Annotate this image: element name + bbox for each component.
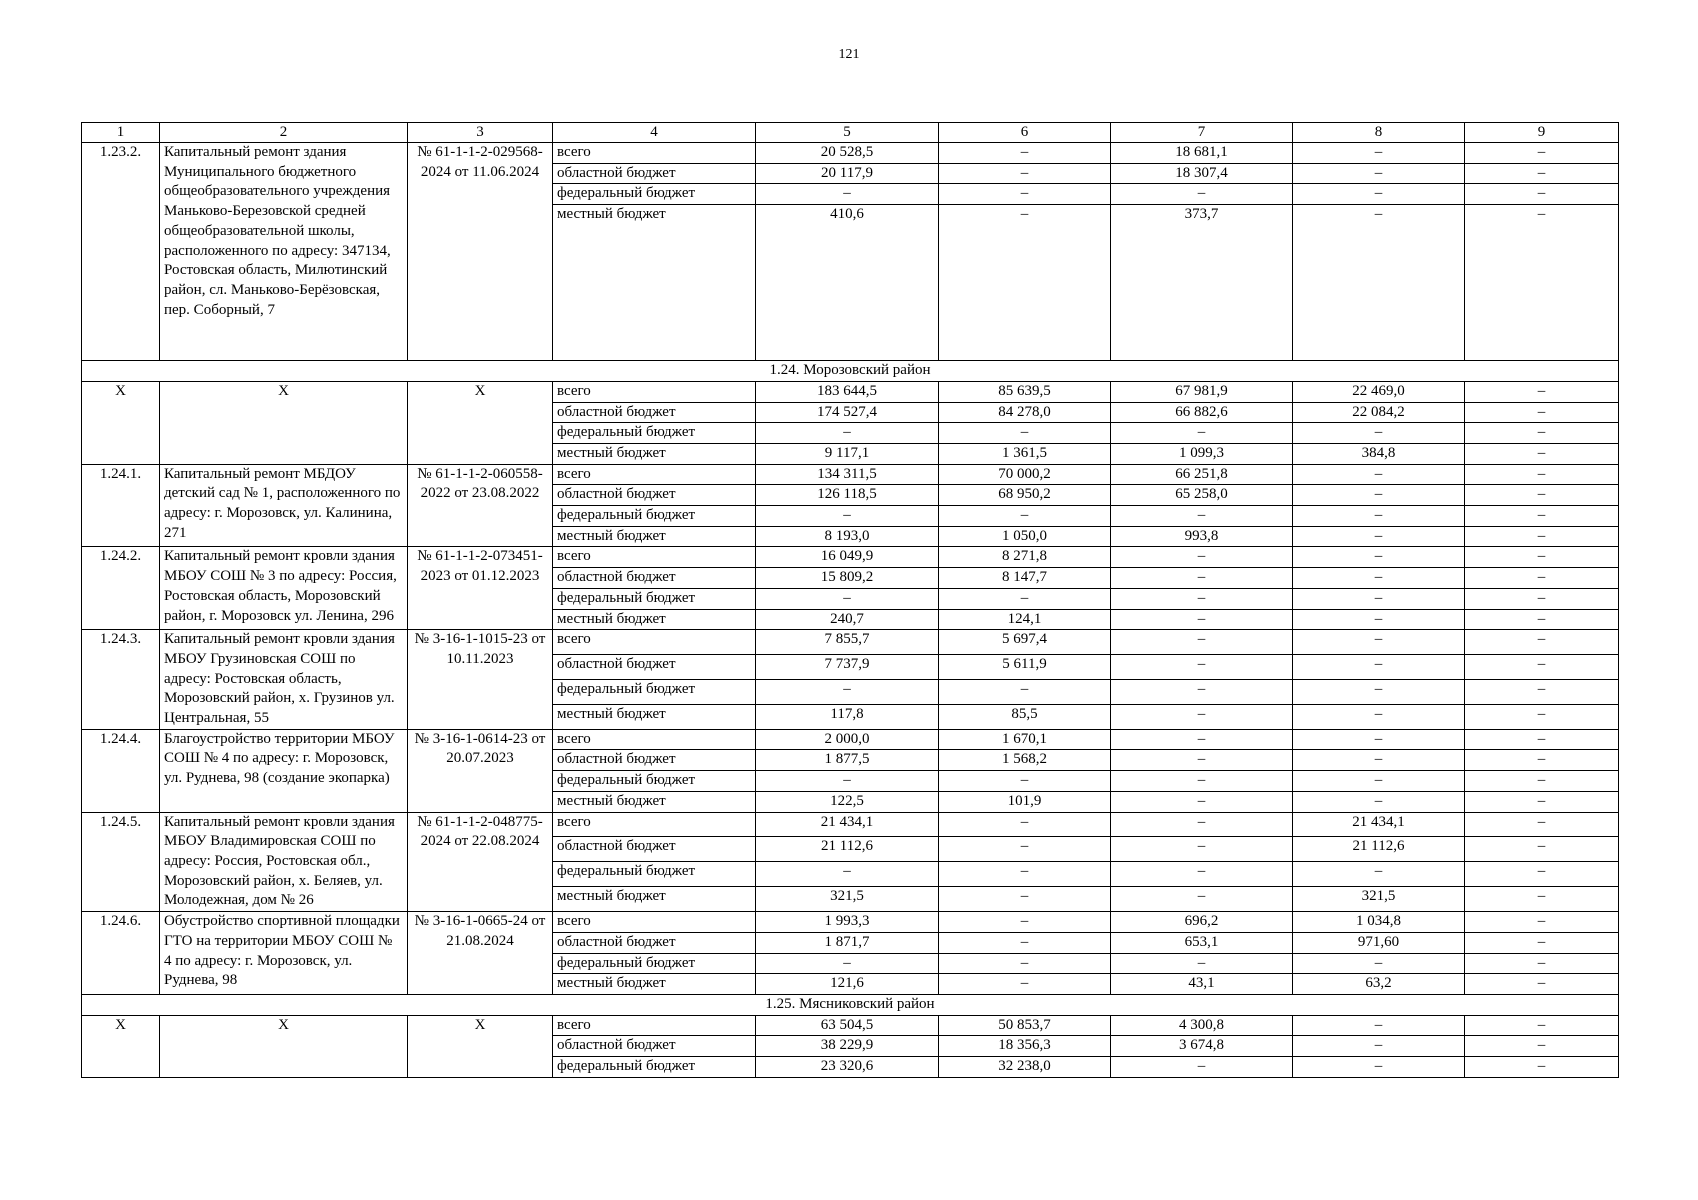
item-name: Капитальный ремонт кровли здания МБОУ Владимировская СОШ по адресу: Россия, Ростовская обл., Морозовский район, х. Беляев, ул. Молодежная, дом № 26 — [160, 812, 408, 912]
header-cell: 7 — [1111, 123, 1293, 143]
budget-source-label: всего — [553, 547, 756, 568]
amount-cell: – — [1293, 704, 1465, 729]
table-row — [82, 1015, 1619, 1036]
budget-source-label: федеральный бюджет — [553, 1057, 756, 1078]
item-number: 1.24.6. — [82, 912, 160, 995]
amount-cell: 971,60 — [1293, 932, 1465, 953]
budget-source-label: федеральный бюджет — [553, 506, 756, 527]
page-number: 121 — [838, 47, 860, 62]
amount-cell: 1 993,3 — [756, 912, 939, 933]
amount-cell: 21 112,6 — [756, 837, 939, 862]
table-row — [82, 729, 1619, 750]
amount-cell: 8 193,0 — [756, 526, 939, 547]
amount-cell: – — [1111, 750, 1293, 771]
amount-cell: – — [1111, 630, 1293, 655]
item-document: № 61-1-1-2-048775-2024 от 22.08.2024 — [408, 812, 553, 912]
amount-cell: – — [1293, 680, 1465, 705]
amount-cell: 18 307,4 — [1111, 163, 1293, 184]
amount-cell: – — [939, 588, 1111, 609]
amount-cell: – — [1465, 381, 1619, 402]
amount-cell: 384,8 — [1293, 443, 1465, 464]
amount-cell: – — [1465, 791, 1619, 812]
amount-cell: 1 871,7 — [756, 932, 939, 953]
amount-cell: 43,1 — [1111, 974, 1293, 995]
table-row — [82, 381, 1619, 402]
amount-cell: – — [1293, 729, 1465, 750]
item-number: 1.24.3. — [82, 630, 160, 730]
amount-cell: 9 117,1 — [756, 443, 939, 464]
amount-cell: – — [1111, 588, 1293, 609]
budget-source-label: всего — [553, 729, 756, 750]
amount-cell: – — [1111, 791, 1293, 812]
amount-cell: 7 737,9 — [756, 655, 939, 680]
header-cell: 6 — [939, 123, 1111, 143]
budget-source-label: местный бюджет — [553, 526, 756, 547]
item-document: № 3-16-1-0614-23 от 20.07.2023 — [408, 729, 553, 812]
amount-cell: – — [1293, 588, 1465, 609]
header-cell: 2 — [160, 123, 408, 143]
amount-cell: – — [939, 932, 1111, 953]
amount-cell: – — [1465, 729, 1619, 750]
table-row — [82, 912, 1619, 933]
amount-cell: 8 147,7 — [939, 568, 1111, 589]
section-title: 1.25. Мясниковский район — [82, 994, 1619, 1015]
item-name: Благоустройство территории МБОУ СОШ № 4 по адресу: г. Морозовск, ул. Руднева, 98 (создание экопарка) — [160, 729, 408, 812]
budget-source-label: федеральный бюджет — [553, 680, 756, 705]
amount-cell: 63 504,5 — [756, 1015, 939, 1036]
amount-cell: 23 320,6 — [756, 1057, 939, 1078]
amount-cell: – — [1465, 812, 1619, 837]
amount-cell: – — [939, 862, 1111, 887]
amount-cell: – — [1111, 729, 1293, 750]
amount-cell: 21 112,6 — [1293, 837, 1465, 862]
amount-cell: – — [1465, 974, 1619, 995]
amount-cell: – — [1111, 680, 1293, 705]
budget-source-label: областной бюджет — [553, 402, 756, 423]
amount-cell: 653,1 — [1111, 932, 1293, 953]
amount-cell: – — [1465, 953, 1619, 974]
amount-cell: 7 855,7 — [756, 630, 939, 655]
amount-cell: 70 000,2 — [939, 464, 1111, 485]
item-number: 1.24.2. — [82, 547, 160, 630]
item-name: Капитальный ремонт здания Муниципального бюджетного общеобразовательного учреждения Маньково-Березовской средней общеобразовательной школы, расположенного по адресу: 347134, Ростовская область, Милютинский район, сл. Маньково-Берёзовская, пер. Соборный, 7 — [160, 143, 408, 361]
item-number: 1.24.4. — [82, 729, 160, 812]
amount-cell: 134 311,5 — [756, 464, 939, 485]
header-cell: 1 — [82, 123, 160, 143]
amount-cell: – — [756, 862, 939, 887]
item-name: Капитальный ремонт кровли здания МБОУ СОШ № 3 по адресу: Россия, Ростовская область, Морозовский район, г. Морозовск ул. Ленина, 296 — [160, 547, 408, 630]
budget-source-label: всего — [553, 812, 756, 837]
budget-source-label: федеральный бюджет — [553, 862, 756, 887]
amount-cell: – — [939, 506, 1111, 527]
amount-cell: – — [939, 184, 1111, 205]
item-document: Х — [408, 381, 553, 464]
amount-cell: – — [1465, 609, 1619, 630]
amount-cell: 32 238,0 — [939, 1057, 1111, 1078]
item-document: № 3-16-1-1015-23 от 10.11.2023 — [408, 630, 553, 730]
amount-cell: 1 050,0 — [939, 526, 1111, 547]
amount-cell: – — [939, 205, 1111, 361]
amount-cell: 18 681,1 — [1111, 143, 1293, 164]
amount-cell: – — [756, 680, 939, 705]
item-name: Капитальный ремонт кровли здания МБОУ Грузиновская СОШ по адресу: Ростовская область, Морозовский район, х. Грузинов ул. Центральная, 55 — [160, 630, 408, 730]
amount-cell: – — [1293, 1036, 1465, 1057]
budget-source-label: областной бюджет — [553, 655, 756, 680]
budget-source-label: областной бюджет — [553, 568, 756, 589]
amount-cell: – — [939, 953, 1111, 974]
amount-cell: 1 568,2 — [939, 750, 1111, 771]
amount-cell: – — [1293, 630, 1465, 655]
amount-cell: – — [1465, 704, 1619, 729]
amount-cell: 1 361,5 — [939, 443, 1111, 464]
amount-cell: – — [1465, 464, 1619, 485]
amount-cell: 696,2 — [1111, 912, 1293, 933]
amount-cell: – — [939, 680, 1111, 705]
amount-cell: 2 000,0 — [756, 729, 939, 750]
amount-cell: 5 611,9 — [939, 655, 1111, 680]
section-row — [82, 994, 1619, 1015]
amount-cell: 122,5 — [756, 791, 939, 812]
amount-cell: 101,9 — [939, 791, 1111, 812]
amount-cell: – — [1293, 771, 1465, 792]
amount-cell: – — [1293, 862, 1465, 887]
budget-source-label: всего — [553, 1015, 756, 1036]
header-cell: 3 — [408, 123, 553, 143]
amount-cell: – — [1111, 547, 1293, 568]
budget-source-label: местный бюджет — [553, 974, 756, 995]
item-document: № 61-1-1-2-060558-2022 от 23.08.2022 — [408, 464, 553, 547]
item-document: № 61-1-1-2-029568-2024 от 11.06.2024 — [408, 143, 553, 361]
amount-cell: – — [1293, 1015, 1465, 1036]
budget-source-label: областной бюджет — [553, 1036, 756, 1057]
amount-cell: 240,7 — [756, 609, 939, 630]
amount-cell: – — [1111, 862, 1293, 887]
amount-cell: – — [1111, 184, 1293, 205]
amount-cell: – — [939, 887, 1111, 912]
budget-source-label: всего — [553, 630, 756, 655]
amount-cell: 67 981,9 — [1111, 381, 1293, 402]
table-row — [82, 143, 1619, 164]
amount-cell: 65 258,0 — [1111, 485, 1293, 506]
item-number: 1.23.2. — [82, 143, 160, 361]
amount-cell: – — [756, 953, 939, 974]
amount-cell: – — [1465, 506, 1619, 527]
amount-cell: 993,8 — [1111, 526, 1293, 547]
amount-cell: 85,5 — [939, 704, 1111, 729]
header-row — [82, 123, 1619, 143]
amount-cell: – — [1465, 485, 1619, 506]
table-row — [82, 812, 1619, 837]
amount-cell: – — [1465, 547, 1619, 568]
amount-cell: – — [1111, 655, 1293, 680]
budget-source-label: местный бюджет — [553, 887, 756, 912]
amount-cell: – — [756, 423, 939, 444]
amount-cell: 1 099,3 — [1111, 443, 1293, 464]
amount-cell: – — [939, 423, 1111, 444]
item-name: Х — [160, 381, 408, 464]
amount-cell: – — [1111, 506, 1293, 527]
amount-cell: – — [1293, 485, 1465, 506]
amount-cell: 22 084,2 — [1293, 402, 1465, 423]
amount-cell: – — [1465, 932, 1619, 953]
budget-source-label: всего — [553, 464, 756, 485]
budget-source-label: местный бюджет — [553, 704, 756, 729]
header-cell: 8 — [1293, 123, 1465, 143]
amount-cell: – — [1293, 568, 1465, 589]
amount-cell: 16 049,9 — [756, 547, 939, 568]
amount-cell: – — [1293, 506, 1465, 527]
budget-source-label: федеральный бюджет — [553, 953, 756, 974]
item-document: № 3-16-1-0665-24 от 21.08.2024 — [408, 912, 553, 995]
amount-cell: – — [1465, 837, 1619, 862]
amount-cell: – — [1111, 1057, 1293, 1078]
amount-cell: – — [1111, 609, 1293, 630]
header-cell: 4 — [553, 123, 756, 143]
item-document: № 61-1-1-2-073451-2023 от 01.12.2023 — [408, 547, 553, 630]
amount-cell: – — [1111, 568, 1293, 589]
amount-cell: – — [939, 812, 1111, 837]
item-number: Х — [82, 381, 160, 464]
amount-cell: – — [1111, 953, 1293, 974]
section-row — [82, 361, 1619, 382]
amount-cell: 5 697,4 — [939, 630, 1111, 655]
budget-source-label: областной бюджет — [553, 837, 756, 862]
amount-cell: 21 434,1 — [1293, 812, 1465, 837]
item-number: 1.24.5. — [82, 812, 160, 912]
amount-cell: – — [1465, 143, 1619, 164]
budget-source-label: федеральный бюджет — [553, 423, 756, 444]
amount-cell: – — [939, 837, 1111, 862]
amount-cell: – — [1293, 464, 1465, 485]
amount-cell: 321,5 — [756, 887, 939, 912]
item-name: Обустройство спортивной площадки ГТО на территории МБОУ СОШ № 4 по адресу: г. Морозовск, ул. Руднева, 98 — [160, 912, 408, 995]
amount-cell: – — [1465, 771, 1619, 792]
amount-cell: 124,1 — [939, 609, 1111, 630]
amount-cell: 38 229,9 — [756, 1036, 939, 1057]
item-document: Х — [408, 1015, 553, 1077]
amount-cell: – — [1293, 655, 1465, 680]
amount-cell: – — [1293, 184, 1465, 205]
amount-cell: 183 644,5 — [756, 381, 939, 402]
amount-cell: 1 670,1 — [939, 729, 1111, 750]
amount-cell: – — [1293, 205, 1465, 361]
amount-cell: – — [1465, 526, 1619, 547]
amount-cell: 117,8 — [756, 704, 939, 729]
budget-source-label: всего — [553, 143, 756, 164]
amount-cell: 1 034,8 — [1293, 912, 1465, 933]
amount-cell: – — [756, 588, 939, 609]
budget-source-label: местный бюджет — [553, 443, 756, 464]
budget-table — [81, 122, 1619, 1078]
amount-cell: – — [1111, 812, 1293, 837]
item-number: 1.24.1. — [82, 464, 160, 547]
amount-cell: 21 434,1 — [756, 812, 939, 837]
amount-cell: – — [1111, 837, 1293, 862]
amount-cell: – — [1465, 630, 1619, 655]
budget-source-label: федеральный бюджет — [553, 184, 756, 205]
item-name: Капитальный ремонт МБДОУ детский сад № 1, расположенного по адресу: г. Морозовск, ул. Калинина, 271 — [160, 464, 408, 547]
amount-cell: 1 877,5 — [756, 750, 939, 771]
amount-cell: – — [1465, 887, 1619, 912]
amount-cell: 18 356,3 — [939, 1036, 1111, 1057]
header-cell: 5 — [756, 123, 939, 143]
amount-cell: 84 278,0 — [939, 402, 1111, 423]
amount-cell: – — [939, 912, 1111, 933]
table-row — [82, 630, 1619, 655]
amount-cell: – — [1293, 609, 1465, 630]
amount-cell: 20 117,9 — [756, 163, 939, 184]
amount-cell: – — [1293, 547, 1465, 568]
amount-cell: – — [1465, 184, 1619, 205]
amount-cell: 66 251,8 — [1111, 464, 1293, 485]
amount-cell: – — [756, 506, 939, 527]
budget-source-label: областной бюджет — [553, 163, 756, 184]
amount-cell: 174 527,4 — [756, 402, 939, 423]
item-number: Х — [82, 1015, 160, 1077]
amount-cell: – — [1465, 205, 1619, 361]
amount-cell: – — [1465, 443, 1619, 464]
amount-cell: – — [1465, 402, 1619, 423]
amount-cell: – — [1465, 1057, 1619, 1078]
amount-cell: 22 469,0 — [1293, 381, 1465, 402]
amount-cell: – — [756, 184, 939, 205]
budget-source-label: федеральный бюджет — [553, 771, 756, 792]
budget-source-label: областной бюджет — [553, 932, 756, 953]
amount-cell: 15 809,2 — [756, 568, 939, 589]
amount-cell: – — [1465, 1036, 1619, 1057]
amount-cell: 68 950,2 — [939, 485, 1111, 506]
amount-cell: 4 300,8 — [1111, 1015, 1293, 1036]
amount-cell: – — [1293, 791, 1465, 812]
amount-cell: 410,6 — [756, 205, 939, 361]
amount-cell: – — [756, 771, 939, 792]
amount-cell: 63,2 — [1293, 974, 1465, 995]
amount-cell: – — [1111, 887, 1293, 912]
amount-cell: 3 674,8 — [1111, 1036, 1293, 1057]
amount-cell: 8 271,8 — [939, 547, 1111, 568]
budget-source-label: местный бюджет — [553, 791, 756, 812]
amount-cell: 373,7 — [1111, 205, 1293, 361]
amount-cell: – — [1465, 423, 1619, 444]
amount-cell: – — [1465, 862, 1619, 887]
section-title: 1.24. Морозовский район — [82, 361, 1619, 382]
amount-cell: – — [1465, 680, 1619, 705]
amount-cell: – — [1465, 1015, 1619, 1036]
amount-cell: – — [1465, 912, 1619, 933]
budget-source-label: областной бюджет — [553, 485, 756, 506]
amount-cell: 85 639,5 — [939, 381, 1111, 402]
amount-cell: – — [1293, 953, 1465, 974]
table-row — [82, 464, 1619, 485]
amount-cell: – — [1293, 750, 1465, 771]
amount-cell: – — [1465, 588, 1619, 609]
budget-source-label: областной бюджет — [553, 750, 756, 771]
item-name: Х — [160, 1015, 408, 1077]
amount-cell: – — [1293, 526, 1465, 547]
amount-cell: – — [939, 771, 1111, 792]
amount-cell: 321,5 — [1293, 887, 1465, 912]
amount-cell: – — [1293, 423, 1465, 444]
table-row — [82, 547, 1619, 568]
amount-cell: 50 853,7 — [939, 1015, 1111, 1036]
budget-source-label: всего — [553, 381, 756, 402]
amount-cell: – — [1465, 750, 1619, 771]
amount-cell: 66 882,6 — [1111, 402, 1293, 423]
amount-cell: – — [1111, 704, 1293, 729]
amount-cell: – — [1293, 143, 1465, 164]
amount-cell: – — [1293, 1057, 1465, 1078]
budget-source-label: местный бюджет — [553, 205, 756, 361]
amount-cell: 121,6 — [756, 974, 939, 995]
amount-cell: – — [939, 974, 1111, 995]
amount-cell: – — [939, 143, 1111, 164]
amount-cell: – — [1465, 655, 1619, 680]
budget-source-label: всего — [553, 912, 756, 933]
amount-cell: – — [1293, 163, 1465, 184]
amount-cell: 126 118,5 — [756, 485, 939, 506]
amount-cell: – — [1111, 771, 1293, 792]
amount-cell: – — [1465, 163, 1619, 184]
budget-source-label: федеральный бюджет — [553, 588, 756, 609]
header-cell: 9 — [1465, 123, 1619, 143]
budget-source-label: местный бюджет — [553, 609, 756, 630]
amount-cell: – — [939, 163, 1111, 184]
amount-cell: – — [1111, 423, 1293, 444]
amount-cell: 20 528,5 — [756, 143, 939, 164]
amount-cell: – — [1465, 568, 1619, 589]
